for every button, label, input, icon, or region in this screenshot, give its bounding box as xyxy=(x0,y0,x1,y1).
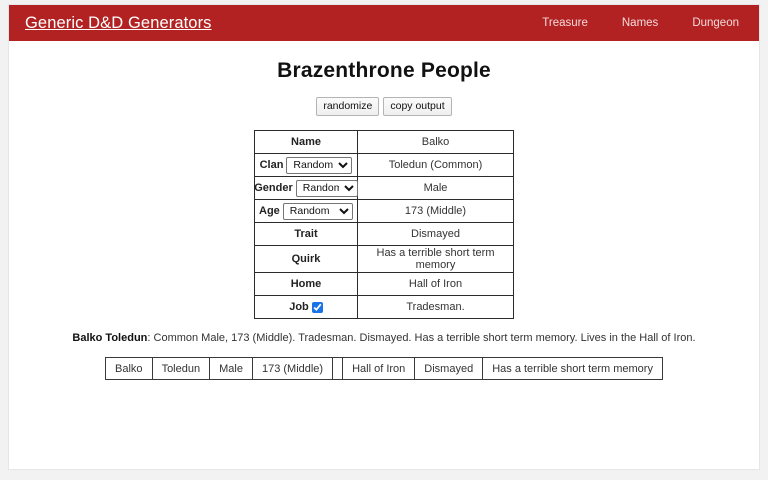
row-label-gender xyxy=(255,177,358,200)
chip-gender[interactable]: Male xyxy=(210,358,253,380)
chip-home[interactable]: Hall of Iron xyxy=(343,358,415,380)
nav-link-dungeon[interactable]: Dungeon xyxy=(692,17,739,29)
row-label-job xyxy=(255,296,358,319)
summary-name: Balko Toledun xyxy=(72,332,148,344)
copy-output-button[interactable]: copy output xyxy=(383,97,451,116)
label-text: Clan xyxy=(259,159,284,171)
label-text: Job xyxy=(289,301,309,313)
person-table xyxy=(254,130,514,319)
table-row xyxy=(255,273,514,296)
row-value-home: Hall of Iron xyxy=(358,273,514,296)
nav-link-names[interactable]: Names xyxy=(621,17,659,29)
row-label-clan xyxy=(255,154,358,177)
row-value-age: 173 (Middle) xyxy=(358,200,514,223)
age-select[interactable] xyxy=(283,203,353,220)
table-row xyxy=(255,131,514,154)
row-label-trait xyxy=(255,223,358,246)
chip-trait[interactable]: Dismayed xyxy=(415,358,483,380)
navbar xyxy=(9,5,759,41)
chips-table xyxy=(105,357,663,380)
randomize-button[interactable]: randomize xyxy=(316,97,379,116)
label-text: Home xyxy=(290,278,322,290)
table-row xyxy=(255,200,514,223)
row-value-gender: Male xyxy=(358,177,514,200)
chips-wrapper xyxy=(9,357,759,380)
row-label-home xyxy=(255,273,358,296)
summary-sentence xyxy=(9,331,759,346)
chip-clan[interactable]: Toledun xyxy=(152,358,210,380)
chip-name[interactable]: Balko xyxy=(106,358,153,380)
page-container xyxy=(8,4,760,470)
chip-empty[interactable] xyxy=(333,358,343,380)
row-label-quirk xyxy=(255,246,358,273)
row-value-job: Tradesman. xyxy=(358,296,514,319)
nav-links xyxy=(542,17,745,29)
table-row xyxy=(255,177,514,200)
chip-quirk[interactable]: Has a terrible short term memory xyxy=(483,358,663,380)
brand-link[interactable]: Generic D&D Generators xyxy=(25,13,212,32)
job-checkbox[interactable] xyxy=(312,302,323,313)
row-value-name: Balko xyxy=(358,131,514,154)
page-title: Brazenthrone People xyxy=(277,59,491,82)
table-row xyxy=(255,246,514,273)
label-text: Age xyxy=(259,205,280,217)
table-row xyxy=(255,154,514,177)
label-text: Gender xyxy=(254,182,293,194)
gender-select[interactable] xyxy=(296,180,358,197)
label-text: Trait xyxy=(294,228,318,240)
row-value-trait: Dismayed xyxy=(358,223,514,246)
clan-select[interactable] xyxy=(286,157,352,174)
row-label-name xyxy=(255,131,358,154)
summary-rest: : Common Male, 173 (Middle). Tradesman. Dismayed. Has a terrible short term memory. Lives in the Hall of Iron. xyxy=(147,332,696,344)
label-text: Quirk xyxy=(291,253,321,265)
table-row xyxy=(255,223,514,246)
table-row xyxy=(255,296,514,319)
person-table-wrapper xyxy=(9,130,759,319)
main-content xyxy=(9,41,759,380)
row-label-age xyxy=(255,200,358,223)
chip-age[interactable]: 173 (Middle) xyxy=(252,358,332,380)
row-value-clan: Toledun (Common) xyxy=(358,154,514,177)
nav-link-treasure[interactable]: Treasure xyxy=(542,17,588,29)
row-value-quirk: Has a terrible short term memory xyxy=(358,246,514,273)
action-buttons xyxy=(9,97,759,116)
label-text: Name xyxy=(291,136,321,148)
chips-row xyxy=(106,358,663,380)
